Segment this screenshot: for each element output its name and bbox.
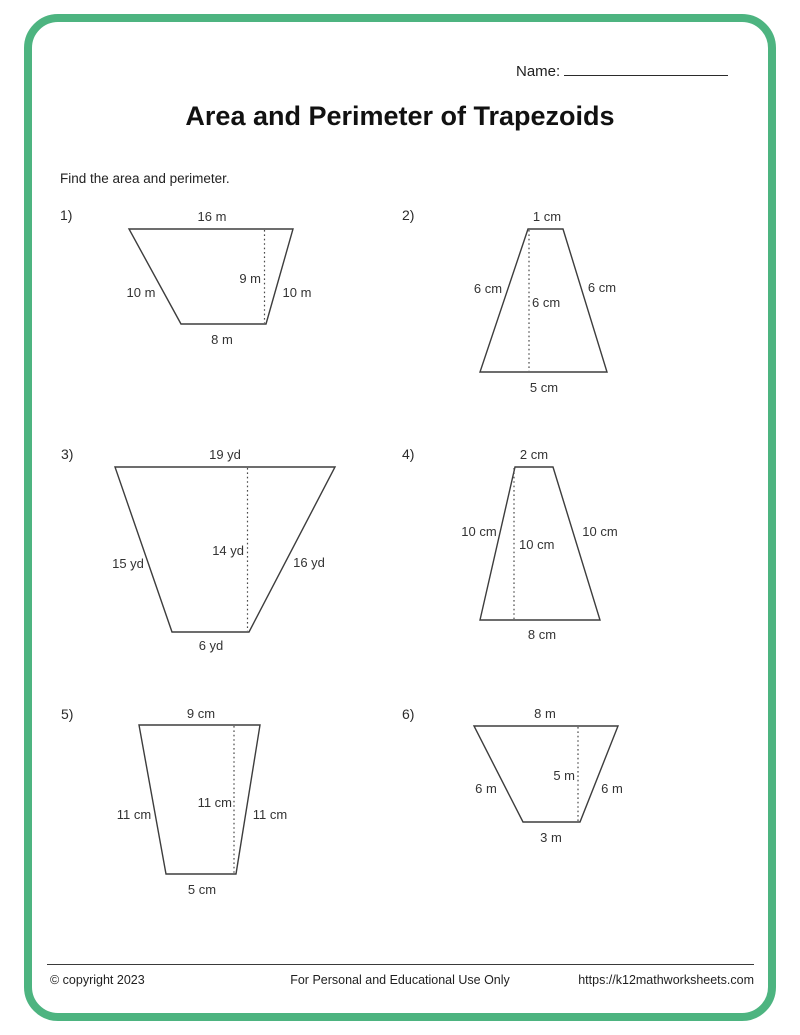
top-side-label: 1 cm bbox=[532, 209, 562, 224]
problem-5-number: 5) bbox=[61, 706, 74, 722]
trapezoid-figure-4 bbox=[455, 440, 655, 660]
trapezoid-figure-5 bbox=[95, 700, 335, 910]
problem-6-number: 6) bbox=[402, 706, 415, 722]
problem-1-number: 1) bbox=[60, 207, 73, 223]
bottom-side-label: 3 m bbox=[540, 830, 562, 845]
top-side-label: 8 m bbox=[534, 706, 556, 721]
trapezoid-shape bbox=[474, 726, 618, 822]
left-side-label: 15 yd bbox=[112, 556, 144, 571]
height-label: 14 yd bbox=[212, 543, 244, 558]
right-side-label: 11 cm bbox=[252, 807, 288, 822]
height-label: 5 m bbox=[553, 768, 575, 783]
page-title: Area and Perimeter of Trapezoids bbox=[185, 101, 615, 131]
left-side-label: 10 cm bbox=[461, 524, 497, 539]
top-side-label: 2 cm bbox=[519, 447, 549, 462]
trapezoid-figure-3 bbox=[95, 440, 355, 660]
bottom-side-label: 5 cm bbox=[187, 882, 217, 897]
left-side-label: 6 m bbox=[475, 781, 497, 796]
right-side-label: 10 m bbox=[282, 285, 312, 300]
name-field-block bbox=[516, 60, 728, 80]
right-side-label: 6 cm bbox=[587, 280, 617, 295]
bottom-side-label: 6 yd bbox=[198, 638, 224, 653]
height-label: 11 cm bbox=[197, 795, 232, 810]
problem-4-number: 4) bbox=[402, 446, 415, 462]
name-blank-line bbox=[564, 60, 728, 76]
right-side-label: 10 cm bbox=[582, 524, 618, 539]
footer-divider bbox=[47, 964, 754, 965]
trapezoid-figure-6 bbox=[445, 700, 665, 860]
left-side-label: 10 m bbox=[126, 285, 156, 300]
trapezoid-figure-2 bbox=[455, 200, 645, 400]
trapezoid-shape bbox=[126, 229, 293, 324]
left-side-label: 11 cm bbox=[116, 807, 152, 822]
bottom-side-label: 8 cm bbox=[527, 627, 557, 642]
instruction-text: Find the area and perimeter. bbox=[60, 171, 230, 186]
footer-copyright: © copyright 2023 bbox=[50, 973, 145, 987]
problem-2-number: 2) bbox=[402, 207, 415, 223]
footer-usage-note: For Personal and Educational Use Only bbox=[290, 973, 510, 987]
bottom-side-label: 8 m bbox=[211, 332, 233, 347]
trapezoid-figure-1 bbox=[105, 200, 335, 355]
height-label: 10 cm bbox=[519, 537, 555, 552]
left-side-label: 6 cm bbox=[473, 281, 503, 296]
right-side-label: 16 yd bbox=[293, 555, 325, 570]
footer-url: https://k12mathworksheets.com bbox=[578, 973, 754, 987]
top-side-label: 9 cm bbox=[186, 706, 216, 721]
top-side-label: 19 yd bbox=[209, 447, 241, 462]
name-label: Name: bbox=[516, 63, 561, 80]
problem-3-number: 3) bbox=[61, 446, 74, 462]
top-side-label: 16 m bbox=[197, 209, 227, 224]
height-label: 6 cm bbox=[532, 295, 561, 310]
right-side-label: 6 m bbox=[601, 781, 623, 796]
bottom-side-label: 5 cm bbox=[529, 380, 559, 395]
height-label: 9 m bbox=[239, 271, 261, 286]
